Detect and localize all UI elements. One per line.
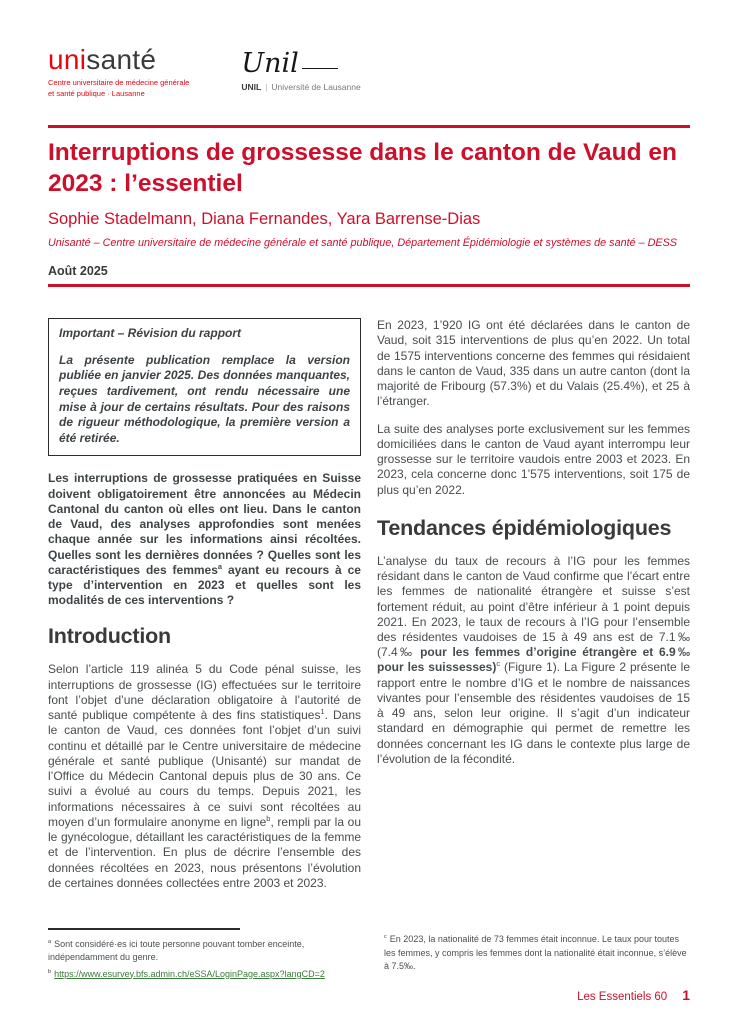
footnote-c-text: En 2023, la nationalité de 73 femmes était inconnue. Le taux pour toutes les femmes, y compris les femmes dont la nationalité était inconnue, s’élève à 7.5‰. — [384, 934, 687, 971]
unisante-tagline-line2: et santé publique · Lausanne — [48, 88, 145, 98]
unil-logo — [241, 50, 360, 92]
footnote-b-marker: b — [48, 968, 52, 975]
page-title: Interruptions de grossesse dans le canton de Vaud en 2023 : l’essentiel — [48, 139, 677, 198]
footnote-a-text: Sont considéré·es ici toute personne pouvant tomber enceinte, indépendamment du genre. — [48, 938, 305, 962]
revision-notice-box — [48, 318, 361, 456]
publication-date: Août 2025 — [48, 264, 108, 279]
trends-bold-segment: pour les femmes d’origine étrangère et 6.9‰ pour les suissesses) — [377, 645, 690, 675]
lead-run1: Les interruptions de grossesse pratiquées en Suisse doivent obligatoirement être annoncées au Médecin Cantonal du canton où elles ont lieu. Dans le canton de Vaud, des analyses approfondies sont menées chaque année sur les informations ainsi récoltées. Quelles sont les dernières données ? Quelles sont les caractéristiques des femmes — [48, 471, 361, 577]
footnotes-left — [48, 928, 372, 984]
footnote-separator-line — [48, 928, 240, 930]
declarations-paragraph: En 2023, 1’920 IG ont été déclarées dans le canton de Vaud, soit 315 interventions de plus qu’en 2022. Un total de 1575 interventions concerne des femmes qui résidaient dans le canton de Vaud, 335 dans un autre canton (dont la majorité de Fribourg (57.3%) et du Valais (25.4%), et 25 à l’étranger. — [377, 318, 690, 409]
unisante-tagline-line1: Centre universitaire de médecine générale — [48, 78, 190, 87]
trends-run1: L’analyse du taux de recours à l’IG pour les femmes résidant dans le canton de Vaud confirme que l’écart entre les femmes de nationalité étrangère et suisse s’est fortement réduit, au point d’être inférieur à 1 point depuis 2021. En 2023, le taux de recours à l’IG pour l’ensemble des résidentes vaudoises de 15 à 49 ans est de 7.1‰ (7.4‰ — [377, 553, 690, 660]
unisante-logo — [48, 46, 189, 99]
footnote-ref-b: b — [266, 813, 271, 823]
series-label: Les Essentiels 60 — [577, 991, 668, 1003]
footnote-ref-c: c — [496, 659, 501, 669]
unil-acronym: UNIL — [241, 82, 262, 92]
notice-heading: Important – Révision du rapport — [59, 326, 242, 341]
footnote-c — [384, 933, 690, 974]
left-column — [48, 318, 361, 903]
unisante-wordmark — [48, 46, 189, 74]
footnotes-right — [384, 933, 690, 977]
lead-paragraph — [48, 471, 361, 608]
footnote-a-marker: a — [48, 938, 52, 945]
unisante-tagline — [48, 78, 189, 99]
notice-body: La présente publication remplace la version publiée en janvier 2025. Des données manquantes, reçues tardivement, ont rendu nécessaire une mise à jour de certains résultats. Pour des raisons de rigueur méthodologique, la première version a été retirée. — [59, 352, 350, 445]
top-red-rule — [48, 125, 690, 128]
affiliation: Unisanté – Centre universitaire de médecine générale et santé publique, Département Épidémiologie et systèmes de santé – DESS — [48, 237, 677, 250]
unil-script-mark: Unil — [241, 50, 360, 77]
introduction-paragraph — [48, 662, 361, 891]
intro-run2: . Dans le canton de Vaud, ces données font l’objet d’un suivi continu et détaillé par le Centre universitaire de médecine générale et santé publique (Unisanté) sur mandat de l’Office du Médecin Cantonal depuis plus de 30 ans. Ce suivi a évolué au cours du temps. Depuis 2021, les informations nécessaires à ce suivi sont récoltées au moyen d’un formulaire anonyme en ligne — [48, 708, 361, 829]
introduction-heading: Introduction — [48, 624, 171, 649]
footnote-a — [48, 938, 372, 965]
body-columns — [48, 318, 690, 903]
unil-caption — [241, 82, 360, 92]
footnote-ref-a: a — [217, 561, 223, 571]
lead-run2: ayant eu recours à ce type d’intervention en 2023 et quelles sont les modalités de ces interventions ? — [48, 562, 361, 608]
trends-heading: Tendances épidémiologiques — [377, 515, 672, 540]
page-footer — [577, 987, 690, 1003]
analysis-scope-paragraph: La suite des analyses porte exclusivement sur les femmes domiciliées dans le canton de Vaud ayant interrompu leur grossesse sur le territoire vaudois entre 2003 et 2023. En 2023, cela concerne donc 1’575 interventions, soit 175 de plus qu’en 2022. — [377, 421, 690, 497]
intro-run1: Selon l’article 119 alinéa 5 du Code pénal suisse, les interruptions de grossesse (IG) effectuées sur le territoire font l’objet d’une déclaration obligatoire à l’autorité de santé publique compétente à des fins statistiques — [48, 662, 361, 723]
trends-paragraph — [377, 554, 690, 767]
unil-separator: | — [265, 82, 268, 92]
footnote-b-link[interactable]: https://www.esurvey.bfs.admin.ch/eSSA/LoginPage.aspx?langCD=2 — [54, 968, 325, 979]
right-column — [377, 318, 690, 903]
intro-run3: , rempli par la ou le gynécologue, détaillant les caractéristiques de la femme et de l’intervention. En plus de décrire l’ensemble des données récoltées en 2023, nous présentons l’évolution de certaines données collectées entre 2003 et 2023. — [48, 814, 362, 890]
trends-run2: (Figure 1). La Figure 2 présente le rapport entre le nombre d’IG et le nombre de naissances vivantes pour l’ensemble des résidentes vaudoises de 15 à 49 ans, selon leur origine. Il s’agit d’un indicateur standard en démographie qui permet de remettre les données concernant les IG dans le contexte plus large de l’évolution de la fécondité. — [377, 660, 691, 766]
footnote-b — [48, 968, 372, 982]
masthead — [0, 0, 730, 110]
authors: Sophie Stadelmann, Diana Fernandes, Yara Barrense-Dias — [48, 210, 481, 229]
unisante-wordmark-sante: santé — [86, 44, 157, 75]
page-number: 1 — [682, 987, 690, 1003]
footnote-c-marker: c — [384, 934, 387, 940]
footnote-ref-1: 1 — [320, 707, 325, 717]
mid-red-rule — [48, 284, 690, 287]
unisante-wordmark-uni: uni — [48, 44, 87, 75]
unil-name: Université de Lausanne — [271, 82, 361, 92]
